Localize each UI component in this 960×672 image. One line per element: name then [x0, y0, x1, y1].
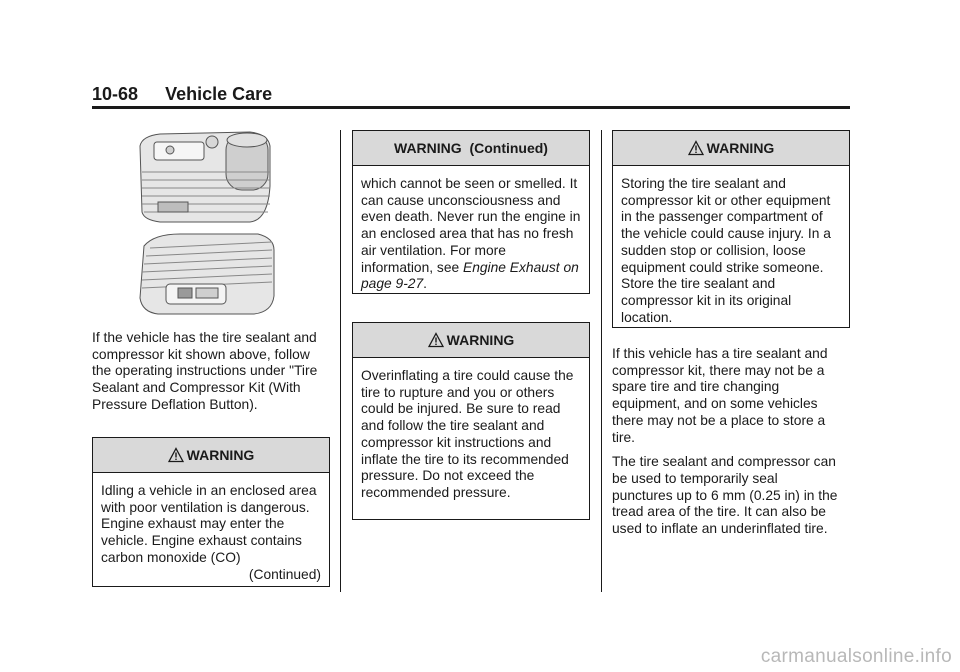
section-title: Vehicle Care	[165, 84, 273, 104]
sealant-usage-paragraph: The tire sealant and compressor can be used to temporarily seal punctures up to 6 mm (0.25 in) in the tread area of the tire. It can also be used to inflate an underinflated tire.	[612, 454, 838, 537]
warning-box-3-body	[613, 166, 849, 330]
warning-box-3-title	[613, 131, 849, 166]
warning-icon	[688, 140, 704, 156]
watermark: carmanualsonline.info	[760, 646, 952, 667]
spare-tire-paragraph: If this vehicle has a tire sealant and compressor kit, there may not be a spare tire and tire changing equipment, and on some vehicles there may not be a place to store a tire.	[612, 346, 828, 445]
warning-box-2-title	[353, 323, 589, 358]
compressor-bottom-view	[140, 234, 274, 314]
column-divider-left	[340, 130, 341, 592]
intro-paragraph: If the vehicle has the tire sealant and compressor kit shown above, follow the operating instructions under "Tire Sealant and Compressor Kit (With Pressure Deflation Button).	[92, 330, 318, 412]
warning-box-continued-title	[353, 131, 589, 166]
compressor-top-view	[140, 132, 270, 222]
warning-title: WARNING	[706, 140, 775, 156]
warning-box-2	[352, 322, 590, 520]
warning-title: WARNING	[446, 332, 515, 348]
warning-icon	[428, 332, 444, 348]
warning-box-1-body	[93, 473, 329, 587]
header-rule	[92, 106, 850, 109]
warning-text: Overinflating a tire could cause the tire to rupture and you or others could be injured. Be sure to read and follow the tire sealant and compressor kit instructions and inflate the tire to its recommended pressure. Do not exceed the recommended pressure.	[361, 368, 574, 500]
warning-box-1	[92, 437, 330, 587]
warning-box-continued	[352, 130, 590, 294]
warning-title: WARNING	[186, 447, 255, 463]
page-header	[92, 84, 850, 106]
warning-text: Idling a vehicle in an enclosed area with poor ventilation is dangerous. Engine exhaust may enter the vehicle. Engine exhaust contains carbon monoxide (CO)	[101, 483, 317, 565]
column-divider-right	[601, 130, 602, 592]
column-3-text	[612, 346, 838, 546]
engine-exhaust-reference[interactable]: Engine Exhaust on page 9-27	[361, 259, 579, 292]
warning-box-2-body	[353, 358, 589, 506]
warning-icon	[168, 447, 184, 463]
warning-continued-text: which cannot be seen or smelled. It can cause unconsciousness and even death. Never run the engine in an enclosed area that has no fresh air ventilation. For more information, see	[361, 176, 581, 275]
warning-continued-title: WARNING (Continued)	[394, 140, 548, 156]
warning-box-continued-body	[353, 166, 589, 297]
warning-box-3	[612, 130, 850, 328]
column-1	[92, 330, 332, 422]
warning-continued-end: .	[423, 276, 427, 292]
warning-text: Storing the tire sealant and compressor kit or other equipment in the passenger compartment of the vehicle could cause injury. In a sudden stop or collision, loose equipment could strike someone. Store the tire sealant and compressor kit in its original location.	[621, 176, 831, 325]
page-number: 10-68	[92, 84, 139, 104]
warning-box-1-title	[93, 438, 329, 473]
continued-label: (Continued)	[248, 566, 321, 582]
compressor-kit-illustration	[130, 128, 280, 320]
